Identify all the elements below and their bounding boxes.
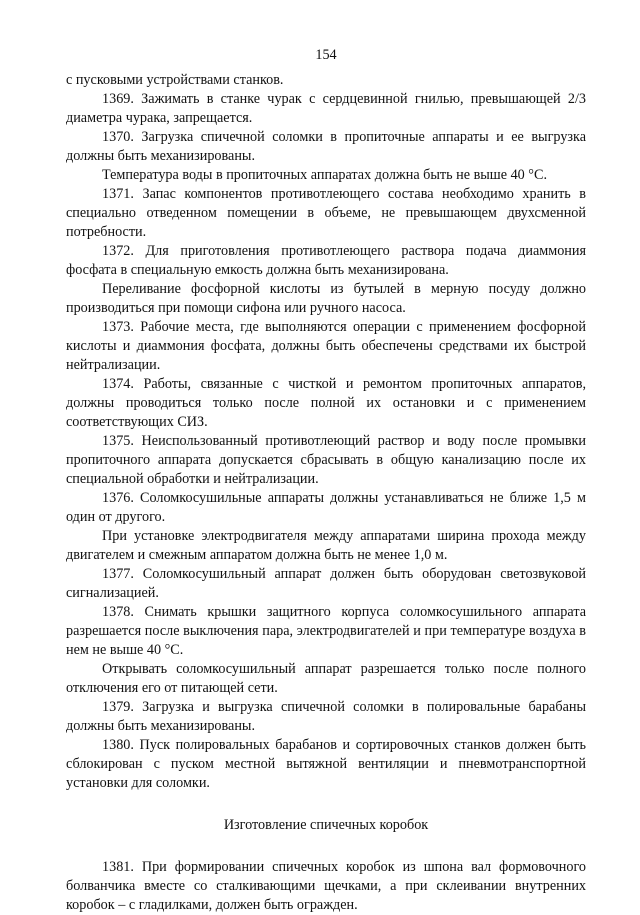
paragraph-1369: 1369. Зажимать в станке чурак с сердцевинной гнилью, превышающей 2/3 диаметра чурака, запрещается. — [66, 91, 586, 126]
paragraph-1377: 1377. Соломкосушильный аппарат должен быть оборудован светозвуковой сигнализацией. — [66, 566, 586, 601]
paragraph-1370-temperature: Температура воды в пропиточных аппаратах должна быть не выше 40 °С. — [102, 167, 547, 183]
paragraph-1371: 1371. Запас компонентов противотлеющего состава необходимо хранить в специально отведенном помещении в объеме, не превышающем двухсменной потребности. — [66, 186, 586, 240]
paragraph-1376: 1376. Соломкосушильные аппараты должны устанавливаться не ближе 1,5 м один от другого. — [66, 490, 586, 525]
section-heading: Изготовление спичечных коробок — [223, 817, 429, 833]
paragraph-1379: 1379. Загрузка и выгрузка спичечной соломки в полировальные барабаны должны быть механизированы. — [66, 699, 586, 734]
paragraph-1378-opening: Открывать соломкосушильный аппарат разрешается только после полного отключения его от питающей сети. — [66, 661, 586, 696]
paragraph-1381: 1381. При формировании спичечных коробок из шпона вал формовочного болванчика вместе со сталкивающими щечками, а при склеивании внутренних коробок – с гладилками, должен быть огражден. — [66, 859, 586, 913]
paragraph-1370: 1370. Загрузка спичечной соломки в пропиточные аппараты и ее выгрузка должны быть механизированы. — [66, 129, 586, 164]
paragraph-1372-acid: Переливание фосфорной кислоты из бутылей в мерную посуду должно производиться при помощи сифона или ручного насоса. — [66, 281, 586, 316]
page-number: 154 — [315, 47, 337, 63]
paragraph-1376-motor: При установке электродвигателя между аппаратами ширина прохода между двигателем и смежным аппаратом должна быть не менее 1,0 м. — [66, 528, 586, 563]
paragraph: с пусковыми устройствами станков. — [66, 72, 284, 88]
paragraph-1374: 1374. Работы, связанные с чисткой и ремонтом пропиточных аппаратов, должны проводиться только после полной их остановки и с применением соответствующих СИЗ. — [66, 376, 586, 430]
paragraph-1372: 1372. Для приготовления противотлеющего раствора подача диаммония фосфата в специальную емкость должна быть механизирована. — [66, 243, 586, 278]
paragraph-1375: 1375. Неиспользованный противотлеющий раствор и воду после промывки пропиточного аппарата допускается сбрасывать в общую канализацию после их специальной обработки и нейтрализации. — [66, 433, 586, 487]
paragraph-1378: 1378. Снимать крышки защитного корпуса соломкосушильного аппарата разрешается после выключения пара, электродвигателей и при температуре воздуха в нем не выше 40 °С. — [66, 604, 586, 658]
paragraph-1380: 1380. Пуск полировальных барабанов и сортировочных станков должен быть сблокирован с пуском местной вытяжной вентиляции и пневмотранспортной установки для соломки. — [66, 737, 586, 791]
document-page — [66, 46, 586, 915]
paragraph-1373: 1373. Рабочие места, где выполняются операции с применением фосфорной кислоты и диаммония фосфата, должны быть обеспечены средствами их быстрой нейтрализации. — [66, 319, 586, 373]
